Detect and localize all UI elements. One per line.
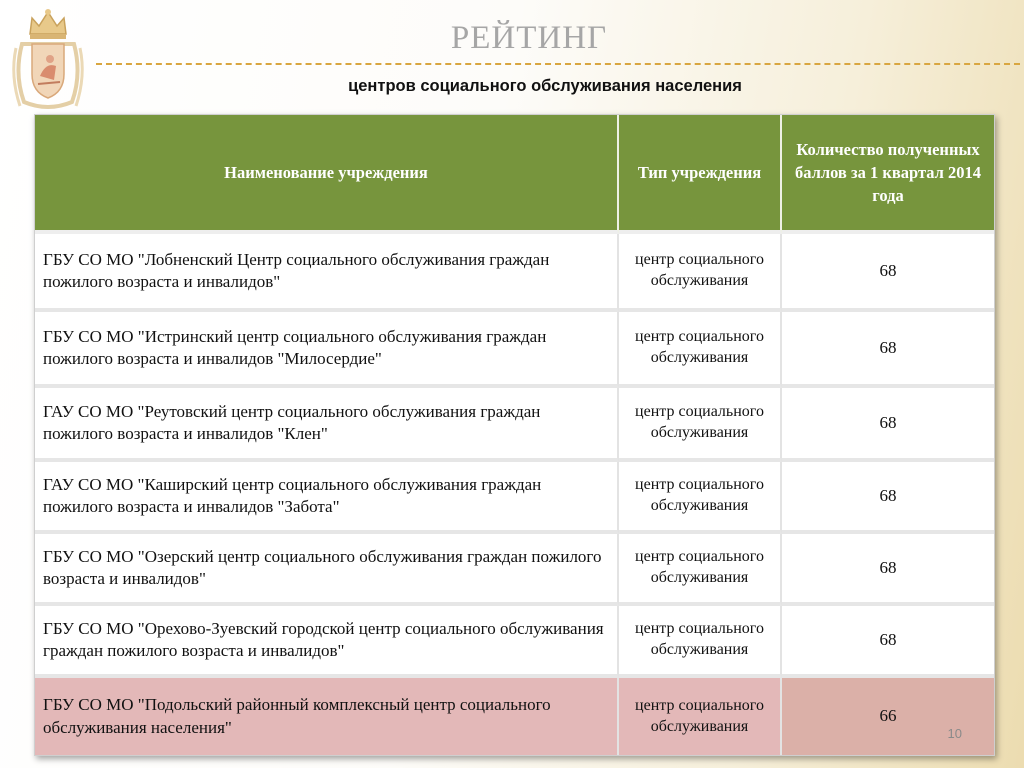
institution-type: центр социального обслуживания xyxy=(619,534,782,606)
table-row xyxy=(35,606,994,678)
institution-score: 68 xyxy=(782,606,994,678)
table-header-row xyxy=(35,115,994,234)
institution-type: центр социального обслуживания xyxy=(619,234,782,312)
table-row xyxy=(35,534,994,606)
header-type: Тип учреждения xyxy=(619,115,782,234)
institution-type: центр социального обслуживания xyxy=(619,462,782,534)
page-subtitle: центров социального обслуживания населения xyxy=(348,77,742,95)
institution-type: центр социального обслуживания xyxy=(619,388,782,462)
institution-type: центр социального обслуживания xyxy=(619,678,782,755)
table-row-highlighted xyxy=(35,678,994,755)
institution-score: 68 xyxy=(782,312,994,388)
header-name: Наименование учреждения xyxy=(35,115,619,234)
institution-name: ГБУ СО МО "Озерский центр социального обслуживания граждан пожилого возраста и инвалидов" xyxy=(35,534,619,606)
institution-name: ГБУ СО МО "Подольский районный комплексный центр социального обслуживания населения" xyxy=(35,678,619,755)
institution-name: ГАУ СО МО "Реутовский центр социального обслуживания граждан пожилого возраста и инвалидов "Клен" xyxy=(35,388,619,462)
page-number: 10 xyxy=(947,726,962,741)
institution-name: ГБУ СО МО "Орехово-Зуевский городской центр социального обслуживания граждан пожилого возраста и инвалидов" xyxy=(35,606,619,678)
institution-name: ГБУ СО МО "Лобненский Центр социального обслуживания граждан пожилого возраста и инвалидов" xyxy=(35,234,619,312)
rating-table xyxy=(35,115,994,755)
institution-name: ГБУ СО МО "Истринский центр социального обслуживания граждан пожилого возраста и инвалидов "Милосердие" xyxy=(35,312,619,388)
table-row xyxy=(35,462,994,534)
table-row xyxy=(35,234,994,312)
institution-name: ГАУ СО МО "Каширский центр социального обслуживания граждан пожилого возраста и инвалидов "Забота" xyxy=(35,462,619,534)
institution-score: 68 xyxy=(782,534,994,606)
institution-score: 68 xyxy=(782,388,994,462)
page-title: РЕЙТИНГ xyxy=(450,20,608,56)
title-divider xyxy=(96,63,1020,65)
header-score: Количество полученных баллов за 1 квартал 2014 года xyxy=(782,115,994,234)
table-row xyxy=(35,388,994,462)
rating-table-container xyxy=(34,114,995,756)
table-row xyxy=(35,312,994,388)
institution-type: центр социального обслуживания xyxy=(619,606,782,678)
institution-score: 68 xyxy=(782,234,994,312)
institution-score: 68 xyxy=(782,462,994,534)
institution-score: 66 xyxy=(782,678,994,755)
institution-type: центр социального обслуживания xyxy=(619,312,782,388)
